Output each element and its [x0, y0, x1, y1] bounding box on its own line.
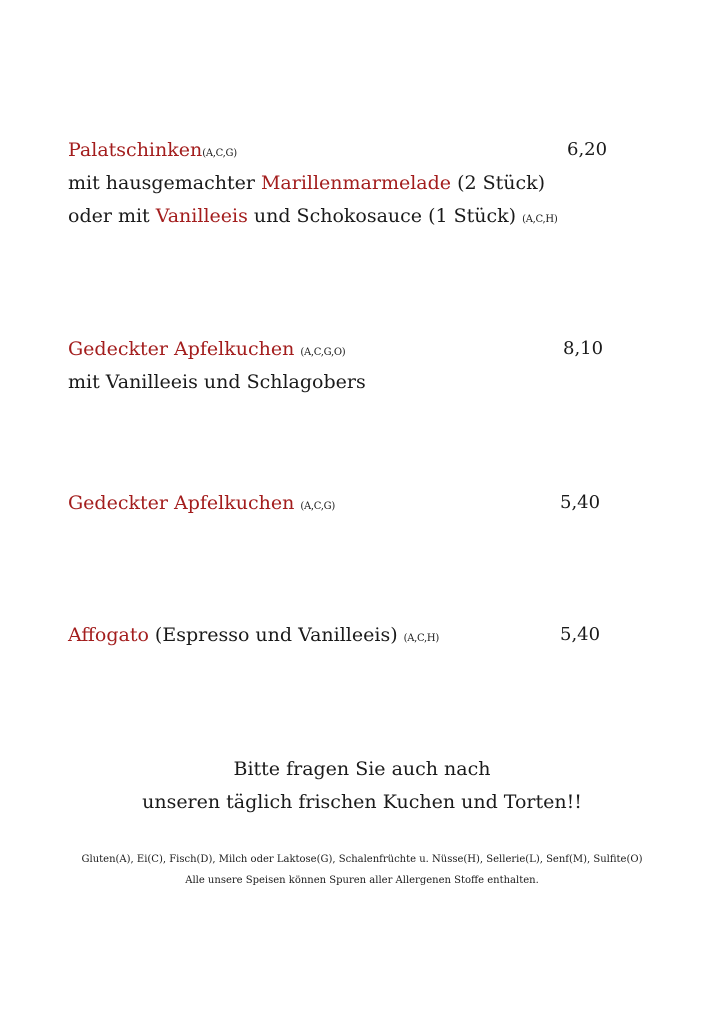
item-1-desc-text: oder mit — [68, 205, 156, 227]
item-3-allergens: (A,C,G) — [300, 501, 335, 512]
item-2-allergens: (A,C,G,O) — [300, 347, 346, 358]
item-1-desc-text: und Schokosauce (1 Stück) — [247, 205, 523, 227]
item-4-allergens: (A,C,H) — [403, 633, 439, 644]
item-3-name: Gedeckter Apfelkuchen — [68, 492, 295, 514]
item-4-desc: (Espresso und Vanilleeis) — [148, 624, 404, 646]
item-4-name: Affogato — [68, 624, 149, 646]
closing-line-1: Bitte fragen Sie auch nach — [233, 758, 491, 780]
closing-line-2: unseren täglich frischen Kuchen und Torten!! — [142, 791, 582, 813]
allergen-legend: Gluten(A), Ei(C), Fisch(D), Milch oder Laktose(G), Schalenfrüchte u. Nüsse(H), Sellerie(L), Senf(M), Sulfite(O) — [81, 854, 643, 865]
item-1-desc-text: mit hausgemachter — [68, 172, 261, 194]
item-3-price: 5,40 — [560, 492, 601, 513]
item-3-title — [68, 491, 335, 519]
item-1-desc-highlight: Vanilleeis — [155, 205, 248, 227]
item-1-price: 6,20 — [567, 139, 608, 160]
item-2-price: 8,10 — [563, 338, 604, 359]
item-2-name: Gedeckter Apfelkuchen — [68, 338, 295, 360]
item-1-title — [68, 138, 237, 166]
item-1-desc-highlight: Marillenmarmelade — [260, 172, 452, 194]
item-1-desc-line-1 — [68, 171, 545, 195]
item-1-allergens: (A,C,G) — [202, 148, 237, 159]
item-4-price: 5,40 — [560, 624, 601, 645]
item-1-desc-text: (2 Stück) — [451, 172, 546, 194]
item-1-desc-line-2 — [68, 204, 557, 232]
item-1-name: Palatschinken — [68, 139, 203, 161]
allergen-disclaimer: Alle unsere Speisen können Spuren aller Allergenen Stoffe enthalten. — [185, 875, 539, 886]
item-2-title — [68, 337, 345, 365]
item-4-title — [68, 623, 439, 651]
item-1-desc-allergens: (A,C,H) — [522, 214, 558, 225]
item-2-desc: mit Vanilleeis und Schlagobers — [68, 371, 366, 393]
